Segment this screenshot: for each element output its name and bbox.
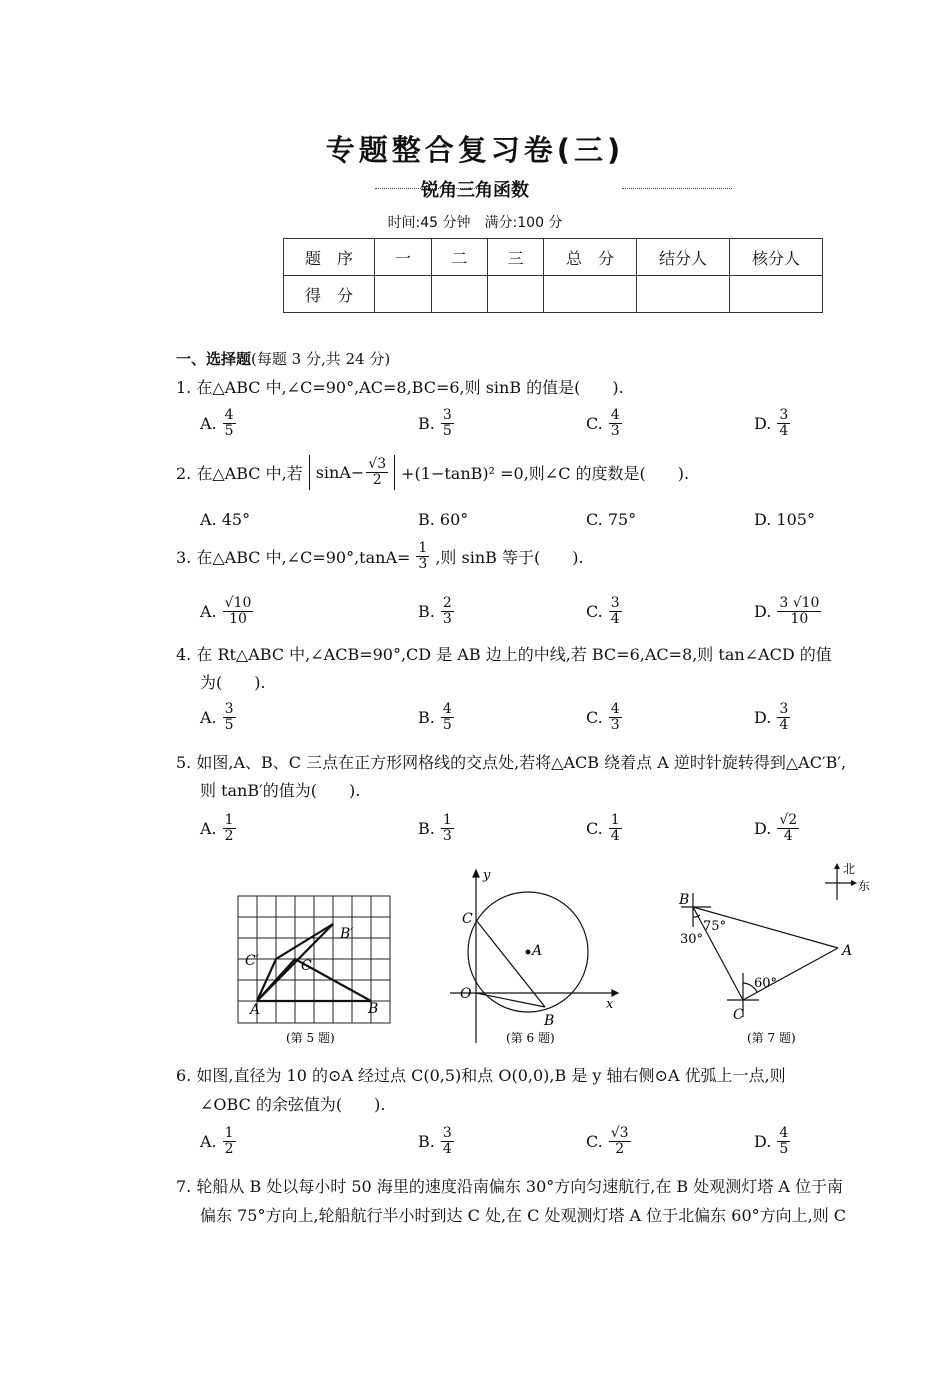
figure-7-caption: (第 7 题) xyxy=(747,1031,796,1045)
figure-7-bearing xyxy=(665,855,885,1050)
center-point xyxy=(526,950,531,955)
q1-option-d[interactable]: D. $\frac{3}{4}$ xyxy=(754,407,789,439)
score-cell[interactable] xyxy=(432,276,488,313)
score-cell[interactable] xyxy=(637,276,730,313)
q2-option-c[interactable]: C. 75° xyxy=(586,510,637,529)
question-2-stem: 2. 在△ABC 中,若 sinA− $\frac{√3}{2}$ +(1−tanB)² =0,则∠C 的度数是( ). xyxy=(176,456,690,488)
label-C: C xyxy=(301,958,312,974)
q5-option-c[interactable]: C. $\frac{1}{4}$ xyxy=(586,812,620,844)
figure-6-circle xyxy=(440,865,620,1050)
q2-option-a[interactable]: A. 45° xyxy=(200,510,251,529)
score-table-header-row xyxy=(284,239,823,276)
label-B: B xyxy=(544,1013,555,1029)
question-3-stem: 3. 在△ABC 中,∠C=90°,tanA= $\frac{1}{3}$ ,则 sinB 等于( ). xyxy=(176,540,584,572)
segment-CA xyxy=(743,948,838,1000)
subtitle: 锐角三角函数 xyxy=(421,180,529,201)
question-6-line2: ∠OBC 的余弦值为( ). xyxy=(200,1095,386,1114)
score-header-cell: 二 xyxy=(432,239,488,276)
q6-option-b[interactable]: B. $\frac{3}{4}$ xyxy=(418,1125,452,1157)
score-row-label: 得 分 xyxy=(284,276,375,313)
q4-option-b[interactable]: B. $\frac{4}{5}$ xyxy=(418,701,452,733)
q3-option-b[interactable]: B. $\frac{2}{3}$ xyxy=(418,595,452,627)
figure-6-caption: (第 6 题) xyxy=(506,1031,555,1045)
q1-option-a[interactable]: A. $\frac{4}{5}$ xyxy=(200,407,234,439)
score-header-cell: 一 xyxy=(375,239,432,276)
question-4-line1: 4. 在 Rt△ABC 中,∠ACB=90°,CD 是 AB 边上的中线,若 BC=6,AC=8,则 tan∠ACD 的值 xyxy=(176,645,832,664)
label-east: 东 xyxy=(858,879,871,893)
section-heading: 一、选择题(每题 3 分,共 24 分) xyxy=(176,350,391,368)
score-header-cell: 核分人 xyxy=(730,239,823,276)
q6-option-d[interactable]: D. $\frac{4}{5}$ xyxy=(754,1125,789,1157)
question-4-line2: 为( ). xyxy=(200,673,266,692)
question-6-line1: 6. 如图,直径为 10 的⊙A 经过点 C(0,5)和点 O(0,0),B 是 y 轴右侧⊙A 优弧上一点,则 xyxy=(176,1066,786,1085)
q3-option-d[interactable]: D. $\frac{3 √10}{10}$ xyxy=(754,595,820,627)
q5-option-d[interactable]: D. $\frac{√2}{4}$ xyxy=(754,812,798,844)
q6-option-a[interactable]: A. $\frac{1}{2}$ xyxy=(200,1125,234,1157)
q2-option-b[interactable]: B. 60° xyxy=(418,510,469,529)
question-5-line1: 5. 如图,A、B、C 三点在正方形网格线的交点处,若将△ACB 绕着点 A 逆时针旋转得到△AC′B′, xyxy=(176,753,847,772)
q6-option-c[interactable]: C. $\frac{√3}{2}$ xyxy=(586,1125,629,1157)
q4-option-c[interactable]: C. $\frac{4}{3}$ xyxy=(586,701,620,733)
score-table-score-row xyxy=(284,276,823,313)
score-cell[interactable] xyxy=(544,276,637,313)
q5-option-a[interactable]: A. $\frac{1}{2}$ xyxy=(200,812,234,844)
question-7-line1: 7. 轮船从 B 处以每小时 50 海里的速度沿南偏东 30°方向匀速航行,在 B 处观测灯塔 A 位于南 xyxy=(176,1177,844,1196)
angle-arc-30 xyxy=(693,915,700,917)
q3-option-a[interactable]: A. $\frac{√10}{10}$ xyxy=(200,595,252,627)
label-A: A xyxy=(532,943,543,959)
figure-5-grid xyxy=(230,890,400,1050)
y-axis-arrow xyxy=(473,870,479,877)
score-cell[interactable] xyxy=(488,276,544,313)
q4-option-a[interactable]: A. $\frac{3}{5}$ xyxy=(200,701,234,733)
q2-option-d[interactable]: D. 105° xyxy=(754,510,815,529)
question-1-stem: 1. 在△ABC 中,∠C=90°,AC=8,BC=6,则 sinB 的值是( ). xyxy=(176,378,624,397)
score-cell[interactable] xyxy=(375,276,432,313)
label-C: C xyxy=(462,911,473,927)
label-x: x xyxy=(606,997,614,1012)
score-header-cell: 结分人 xyxy=(637,239,730,276)
question-5-line2: 则 tanB′的值为( ). xyxy=(200,781,361,800)
label-A: A xyxy=(842,943,853,959)
compass-north-arrow xyxy=(834,863,840,869)
q1-option-b[interactable]: B. $\frac{3}{5}$ xyxy=(418,407,452,439)
figure-5-caption: (第 5 题) xyxy=(286,1031,335,1045)
exam-meta: 时间:45 分钟 满分:100 分 xyxy=(387,215,563,231)
label-O: O xyxy=(460,986,472,1002)
label-A: A xyxy=(250,1002,261,1018)
angle-label-60: 60° xyxy=(754,976,778,991)
label-y: y xyxy=(483,868,491,883)
score-header-cell: 题 序 xyxy=(284,239,375,276)
compass-east-arrow xyxy=(851,880,857,886)
q5-option-b[interactable]: B. $\frac{1}{3}$ xyxy=(418,812,452,844)
angle-label-30: 30° xyxy=(680,932,704,947)
label-north: 北 xyxy=(843,862,856,876)
q1-option-c[interactable]: C. $\frac{4}{3}$ xyxy=(586,407,620,439)
label-B-prime: B′ xyxy=(340,926,354,942)
x-axis-arrow xyxy=(612,990,618,996)
label-B: B xyxy=(679,892,690,908)
score-cell[interactable] xyxy=(730,276,823,313)
chord-CB xyxy=(476,920,545,1007)
chord-OB xyxy=(476,993,545,1007)
question-7-line2: 偏东 75°方向上,轮船航行半小时到达 C 处,在 C 处观测灯塔 A 位于北偏东 60°方向上,则 C xyxy=(200,1206,847,1225)
label-C: C xyxy=(733,1007,744,1023)
q4-option-d[interactable]: D. $\frac{3}{4}$ xyxy=(754,701,789,733)
score-header-cell: 总 分 xyxy=(544,239,637,276)
score-header-cell: 三 xyxy=(488,239,544,276)
score-table xyxy=(283,238,823,313)
label-C-prime: C′ xyxy=(245,953,259,969)
page-title: 专题整合复习卷(三) xyxy=(325,133,625,167)
q3-option-c[interactable]: C. $\frac{3}{4}$ xyxy=(586,595,620,627)
angle-label-75: 75° xyxy=(703,919,727,934)
label-B: B xyxy=(368,1001,379,1017)
